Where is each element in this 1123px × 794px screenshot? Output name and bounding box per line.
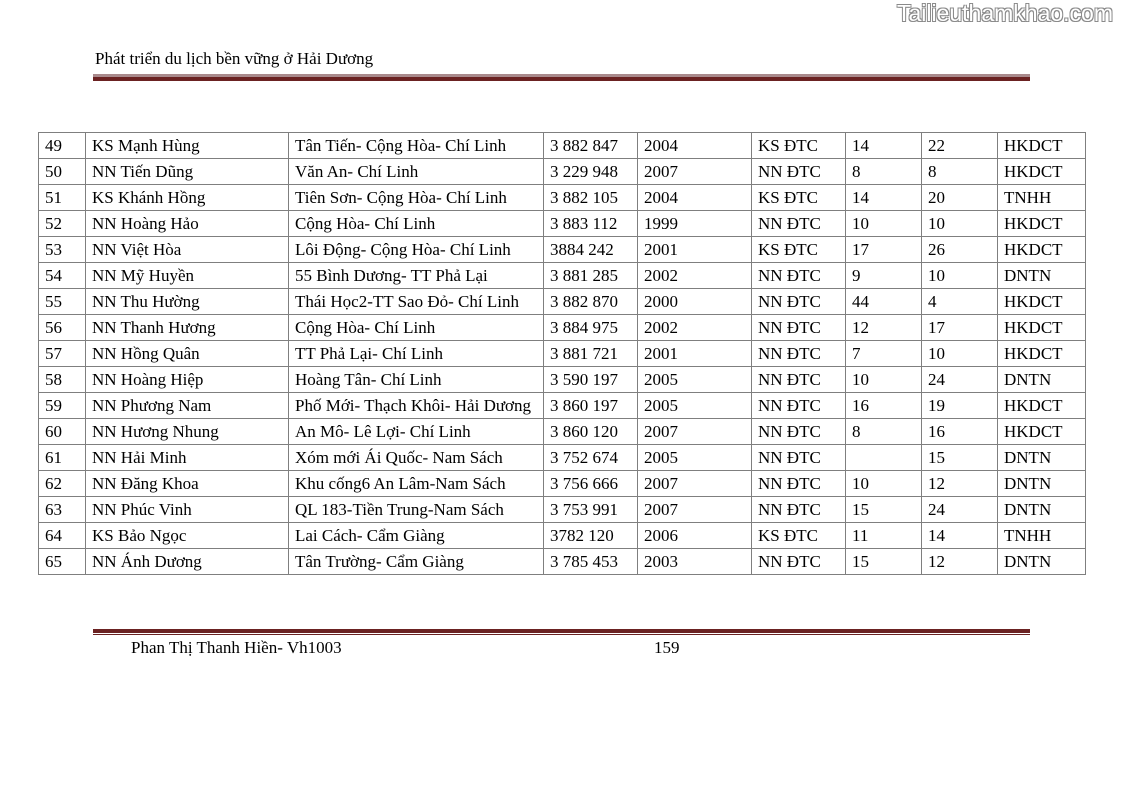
cell-address: TT Phả Lại- Chí Linh (289, 341, 544, 367)
cell-ownership: HKDCT (998, 159, 1086, 185)
cell-name: NN Phúc Vinh (86, 497, 289, 523)
table-row (39, 393, 1086, 419)
cell-type: NN ĐTC (752, 393, 846, 419)
cell-beds: 26 (922, 237, 998, 263)
cell-phone: 3 884 975 (544, 315, 638, 341)
cell-rooms (846, 445, 922, 471)
cell-beds: 17 (922, 315, 998, 341)
cell-phone: 3 882 105 (544, 185, 638, 211)
cell-year: 2000 (638, 289, 752, 315)
cell-rooms: 10 (846, 471, 922, 497)
cell-type: NN ĐTC (752, 471, 846, 497)
table-row (39, 289, 1086, 315)
cell-type: KS ĐTC (752, 523, 846, 549)
cell-name: NN Hoàng Hiệp (86, 367, 289, 393)
cell-rooms: 8 (846, 159, 922, 185)
cell-no: 51 (39, 185, 86, 211)
cell-rooms: 44 (846, 289, 922, 315)
cell-phone: 3 881 285 (544, 263, 638, 289)
cell-year: 2007 (638, 159, 752, 185)
cell-ownership: HKDCT (998, 419, 1086, 445)
cell-name: NN Ánh Dương (86, 549, 289, 575)
cell-no: 61 (39, 445, 86, 471)
cell-type: NN ĐTC (752, 497, 846, 523)
page-number: 159 (654, 638, 680, 657)
cell-ownership: DNTN (998, 471, 1086, 497)
cell-year: 2007 (638, 471, 752, 497)
cell-phone: 3782 120 (544, 523, 638, 549)
cell-no: 54 (39, 263, 86, 289)
cell-no: 57 (39, 341, 86, 367)
cell-rooms: 8 (846, 419, 922, 445)
cell-phone: 3 882 847 (544, 133, 638, 159)
cell-ownership: HKDCT (998, 315, 1086, 341)
cell-ownership: HKDCT (998, 341, 1086, 367)
cell-phone: 3 860 120 (544, 419, 638, 445)
cell-year: 2001 (638, 237, 752, 263)
cell-year: 2004 (638, 185, 752, 211)
cell-address: QL 183-Tiền Trung-Nam Sách (289, 497, 544, 523)
cell-type: NN ĐTC (752, 263, 846, 289)
table-row (39, 159, 1086, 185)
cell-type: KS ĐTC (752, 133, 846, 159)
cell-year: 2002 (638, 263, 752, 289)
cell-phone: 3 753 991 (544, 497, 638, 523)
cell-ownership: HKDCT (998, 211, 1086, 237)
cell-phone: 3 860 197 (544, 393, 638, 419)
cell-address: Cộng Hòa- Chí Linh (289, 211, 544, 237)
cell-address: Tân Trường- Cẩm Giàng (289, 549, 544, 575)
cell-ownership: DNTN (998, 445, 1086, 471)
cell-beds: 10 (922, 211, 998, 237)
table-row (39, 471, 1086, 497)
cell-year: 2001 (638, 341, 752, 367)
footer-author: Phan Thị Thanh Hiền- Vh1003 (131, 638, 342, 657)
cell-year: 2006 (638, 523, 752, 549)
cell-address: Cộng Hòa- Chí Linh (289, 315, 544, 341)
cell-rooms: 14 (846, 133, 922, 159)
cell-rooms: 16 (846, 393, 922, 419)
cell-rooms: 12 (846, 315, 922, 341)
cell-phone: 3 881 721 (544, 341, 638, 367)
cell-name: NN Việt Hòa (86, 237, 289, 263)
cell-rooms: 15 (846, 497, 922, 523)
cell-phone: 3 756 666 (544, 471, 638, 497)
cell-name: NN Thu Hường (86, 289, 289, 315)
cell-name: NN Thanh Hương (86, 315, 289, 341)
cell-type: NN ĐTC (752, 289, 846, 315)
cell-address: Tân Tiến- Cộng Hòa- Chí Linh (289, 133, 544, 159)
cell-type: KS ĐTC (752, 237, 846, 263)
cell-beds: 19 (922, 393, 998, 419)
cell-no: 59 (39, 393, 86, 419)
cell-ownership: HKDCT (998, 289, 1086, 315)
table-row (39, 315, 1086, 341)
cell-phone: 3884 242 (544, 237, 638, 263)
table-row (39, 523, 1086, 549)
table-row (39, 263, 1086, 289)
cell-rooms: 7 (846, 341, 922, 367)
cell-year: 2004 (638, 133, 752, 159)
cell-beds: 24 (922, 497, 998, 523)
cell-beds: 12 (922, 549, 998, 575)
table-row (39, 211, 1086, 237)
cell-beds: 10 (922, 263, 998, 289)
table-row (39, 549, 1086, 575)
cell-name: KS Mạnh Hùng (86, 133, 289, 159)
cell-name: NN Hồng Quân (86, 341, 289, 367)
cell-ownership: TNHH (998, 523, 1086, 549)
cell-year: 1999 (638, 211, 752, 237)
cell-name: NN Hương Nhung (86, 419, 289, 445)
cell-address: Lôi Động- Cộng Hòa- Chí Linh (289, 237, 544, 263)
cell-address: An Mô- Lê Lợi- Chí Linh (289, 419, 544, 445)
cell-name: NN Hoàng Hảo (86, 211, 289, 237)
cell-beds: 24 (922, 367, 998, 393)
cell-no: 64 (39, 523, 86, 549)
cell-rooms: 9 (846, 263, 922, 289)
cell-phone: 3 752 674 (544, 445, 638, 471)
cell-name: KS Bảo Ngọc (86, 523, 289, 549)
cell-name: NN Mỹ Huyền (86, 263, 289, 289)
cell-beds: 16 (922, 419, 998, 445)
cell-address: Lai Cách- Cẩm Giàng (289, 523, 544, 549)
cell-address: 55 Bình Dương- TT Phả Lại (289, 263, 544, 289)
cell-type: NN ĐTC (752, 341, 846, 367)
cell-beds: 8 (922, 159, 998, 185)
cell-no: 56 (39, 315, 86, 341)
table-row (39, 445, 1086, 471)
cell-type: NN ĐTC (752, 211, 846, 237)
cell-type: NN ĐTC (752, 159, 846, 185)
cell-no: 65 (39, 549, 86, 575)
cell-phone: 3 882 870 (544, 289, 638, 315)
cell-rooms: 11 (846, 523, 922, 549)
cell-ownership: DNTN (998, 263, 1086, 289)
cell-name: NN Tiến Dũng (86, 159, 289, 185)
cell-name: KS Khánh Hồng (86, 185, 289, 211)
cell-beds: 12 (922, 471, 998, 497)
cell-rooms: 14 (846, 185, 922, 211)
cell-address: Khu cống6 An Lâm-Nam Sách (289, 471, 544, 497)
watermark: Tailieuthamkhao.com (896, 0, 1113, 26)
cell-ownership: TNHH (998, 185, 1086, 211)
cell-address: Tiên Sơn- Cộng Hòa- Chí Linh (289, 185, 544, 211)
cell-ownership: DNTN (998, 367, 1086, 393)
cell-ownership: DNTN (998, 549, 1086, 575)
cell-address: Xóm mới Ái Quốc- Nam Sách (289, 445, 544, 471)
cell-no: 55 (39, 289, 86, 315)
cell-address: Phố Mới- Thạch Khôi- Hải Dương (289, 393, 544, 419)
cell-no: 62 (39, 471, 86, 497)
cell-name: NN Hải Minh (86, 445, 289, 471)
cell-year: 2005 (638, 367, 752, 393)
table-row (39, 185, 1086, 211)
cell-rooms: 15 (846, 549, 922, 575)
cell-no: 50 (39, 159, 86, 185)
table-row (39, 497, 1086, 523)
header-rule (93, 74, 1030, 81)
cell-ownership: HKDCT (998, 237, 1086, 263)
cell-name: NN Đăng Khoa (86, 471, 289, 497)
cell-address: Hoàng Tân- Chí Linh (289, 367, 544, 393)
cell-year: 2007 (638, 497, 752, 523)
footer-rule (93, 629, 1030, 635)
cell-type: NN ĐTC (752, 419, 846, 445)
cell-rooms: 10 (846, 367, 922, 393)
cell-no: 49 (39, 133, 86, 159)
table-row (39, 367, 1086, 393)
cell-beds: 20 (922, 185, 998, 211)
table-row (39, 341, 1086, 367)
table-row (39, 133, 1086, 159)
cell-ownership: HKDCT (998, 133, 1086, 159)
cell-ownership: DNTN (998, 497, 1086, 523)
cell-year: 2007 (638, 419, 752, 445)
cell-beds: 15 (922, 445, 998, 471)
cell-year: 2005 (638, 445, 752, 471)
cell-beds: 14 (922, 523, 998, 549)
cell-phone: 3 785 453 (544, 549, 638, 575)
cell-no: 52 (39, 211, 86, 237)
cell-no: 63 (39, 497, 86, 523)
cell-year: 2002 (638, 315, 752, 341)
cell-type: NN ĐTC (752, 315, 846, 341)
cell-type: NN ĐTC (752, 445, 846, 471)
cell-no: 58 (39, 367, 86, 393)
cell-year: 2003 (638, 549, 752, 575)
cell-beds: 22 (922, 133, 998, 159)
cell-type: NN ĐTC (752, 549, 846, 575)
cell-beds: 10 (922, 341, 998, 367)
cell-phone: 3 883 112 (544, 211, 638, 237)
cell-phone: 3 590 197 (544, 367, 638, 393)
accommodation-table (38, 132, 1086, 575)
cell-name: NN Phương Nam (86, 393, 289, 419)
cell-address: Văn An- Chí Linh (289, 159, 544, 185)
table-row (39, 237, 1086, 263)
header-title: Phát triển du lịch bền vững ở Hải Dương (95, 49, 374, 68)
cell-year: 2005 (638, 393, 752, 419)
table-row (39, 419, 1086, 445)
cell-no: 53 (39, 237, 86, 263)
cell-address: Thái Học2-TT Sao Đỏ- Chí Linh (289, 289, 544, 315)
cell-rooms: 10 (846, 211, 922, 237)
cell-phone: 3 229 948 (544, 159, 638, 185)
cell-beds: 4 (922, 289, 998, 315)
cell-type: NN ĐTC (752, 367, 846, 393)
cell-rooms: 17 (846, 237, 922, 263)
cell-no: 60 (39, 419, 86, 445)
cell-ownership: HKDCT (998, 393, 1086, 419)
cell-type: KS ĐTC (752, 185, 846, 211)
